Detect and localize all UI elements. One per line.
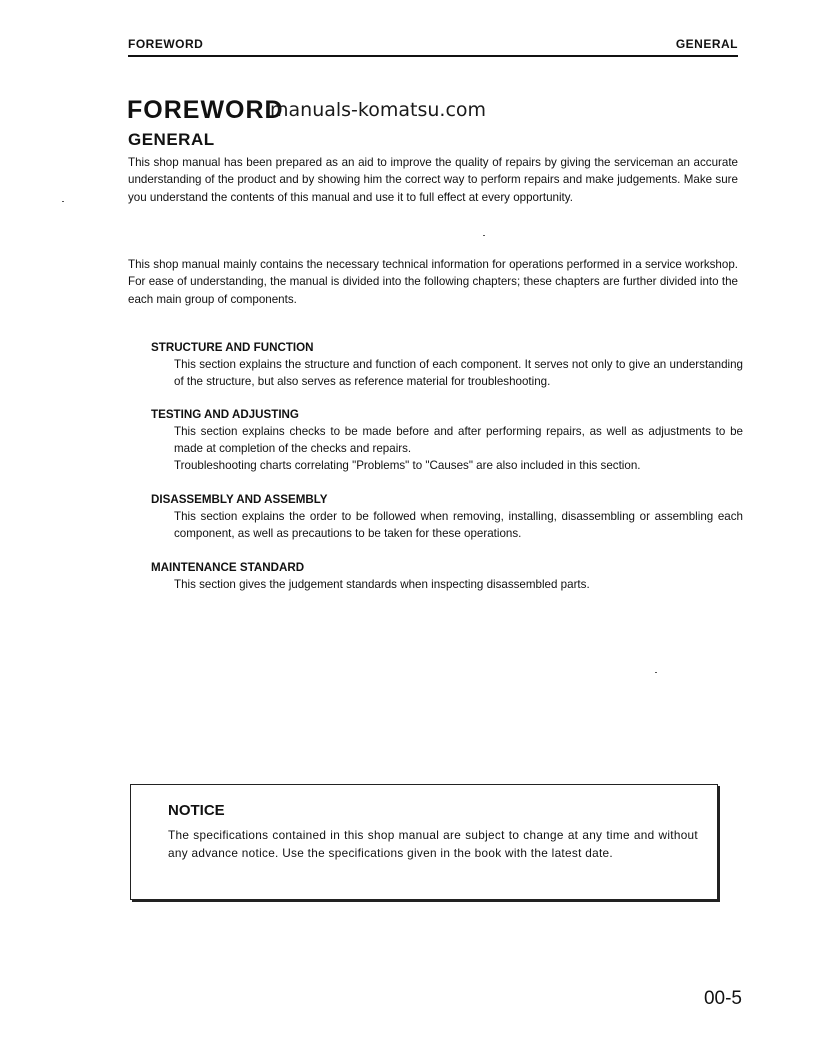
notice-title: NOTICE — [168, 802, 225, 819]
chapter-title: STRUCTURE AND FUNCTION — [151, 341, 314, 354]
notice-text: The specifications contained in this shop manual are subject to change at any time and without any advance notice. Use the specifications given in the book with the latest date. — [168, 828, 698, 860]
header-topic-label: GENERAL — [675, 37, 738, 51]
chapter-description-extra: Troubleshooting charts correlating "Problems" to "Causes" are also included in this section. — [174, 459, 641, 473]
chapter-description: This section explains checks to be made before and after performing repairs, as well as adjustments to be made at completion of the checks and repairs. — [174, 425, 743, 456]
chapter-description: This section explains the structure and function of each component. It serves not only to give an understanding of the structure, but also serves as reference material for troubleshooting. — [174, 358, 743, 389]
chapter-maintenance-standard — [151, 559, 743, 593]
chapter-description: This section explains the order to be followed when removing, installing, disassembling or assembling each component, as well as precautions to be taken for these operations. — [174, 510, 743, 541]
notice-box — [130, 784, 718, 900]
chapter-structure-and-function — [151, 339, 743, 390]
intro-paragraph: This shop manual has been prepared as an aid to improve the quality of repairs by giving the serviceman an accurate understanding of the product and by showing him the correct way to perform repairs and make judgements. Make sure you understand the contents of this manual and use it to full effect at every opportunity. — [128, 156, 738, 204]
page-title: FOREWORD — [127, 96, 284, 124]
chapter-title: MAINTENANCE STANDARD — [151, 561, 305, 574]
chapters-paragraph: This shop manual mainly contains the necessary technical information for operations performed in a service workshop. For ease of understanding, the manual is divided into the following chapters; these chapters are further divided into the each main group of components. — [128, 258, 738, 306]
chapter-description: This section gives the judgement standards when inspecting disassembled parts. — [174, 578, 590, 591]
header-section-label: FOREWORD — [128, 37, 204, 51]
scan-speck — [483, 235, 485, 236]
chapter-title: TESTING AND ADJUSTING — [151, 408, 299, 421]
section-title: GENERAL — [128, 130, 215, 149]
watermark-text: manuals-komatsu.com — [270, 99, 487, 121]
chapter-testing-and-adjusting — [151, 406, 743, 475]
page-number: 00-5 — [703, 988, 742, 1009]
scan-speck — [655, 672, 657, 673]
chapter-disassembly-and-assembly — [151, 491, 743, 542]
page-header — [128, 37, 738, 57]
scan-speck — [62, 201, 64, 202]
chapter-title: DISASSEMBLY AND ASSEMBLY — [151, 493, 328, 506]
